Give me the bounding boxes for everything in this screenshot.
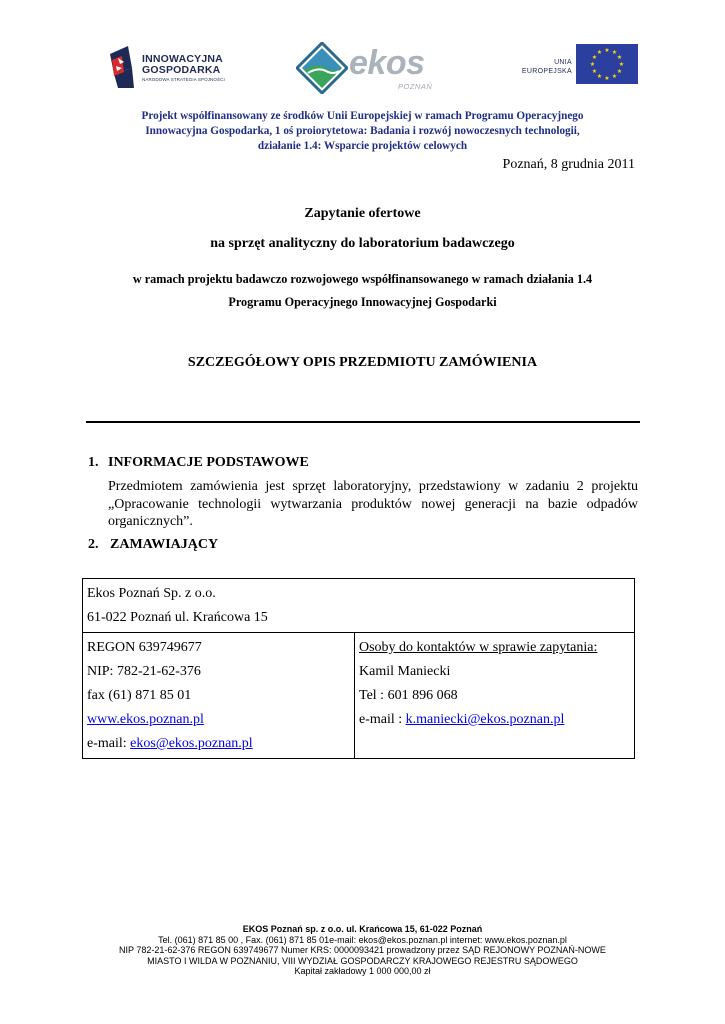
ig-line-3: NARODOWA STRATEGIA SPÓJNOŚCI bbox=[142, 77, 225, 82]
project-info-line: Projekt współfinansowany ze środków Unii Europejskiej w ramach Programu Operacyjnego bbox=[141, 110, 584, 122]
document-title: Zapytanie ofertowe bbox=[304, 206, 421, 221]
innowacyjna-gospodarka-logo bbox=[108, 44, 248, 92]
section-title: SZCZEGÓŁOWY OPIS PRZEDMIOTU ZAMÓWIENIA bbox=[187, 355, 538, 370]
website-link[interactable]: www.ekos.poznan.pl bbox=[87, 712, 204, 727]
unia-europejska-logo bbox=[520, 44, 640, 86]
ekos-diamond-icon bbox=[296, 42, 348, 94]
ig-line-1: INNOWACYJNA bbox=[142, 53, 223, 65]
ekos-logo bbox=[296, 38, 446, 98]
footer-line: Tel. (061) 871 85 00 , Fax. (061) 871 85 01e-mail: ekos@ekos.poznan.pl internet: www.ekos.poznan.pl bbox=[158, 934, 567, 945]
ekos-wordmark: ekos bbox=[349, 44, 425, 82]
svg-text:★: ★ bbox=[604, 47, 610, 54]
footer-line: Kapitał zakładowy 1 000 000,00 zł bbox=[294, 966, 431, 976]
contact-phone: Tel : 601 896 068 bbox=[359, 688, 458, 703]
ue-text bbox=[520, 58, 572, 76]
ig-emblem-icon bbox=[108, 44, 138, 90]
svg-text:★: ★ bbox=[591, 68, 598, 75]
contact-person-name: Kamil Maniecki bbox=[359, 664, 451, 679]
company-cell bbox=[83, 579, 635, 633]
footer-title: EKOS Poznań sp. z o.o. ul. Krańcowa 15, 61-022 Poznań bbox=[242, 924, 483, 934]
nip: NIP: 782-21-62-376 bbox=[87, 664, 201, 679]
svg-text:★: ★ bbox=[616, 54, 623, 61]
footer-line: MIASTO I WILDA W POZNANIU, VIII WYDZIAŁ GOSPODARCZY KRAJOWEGO REJESTRU SĄDOWEGO bbox=[147, 955, 578, 966]
company-address: 61-022 Poznań ul. Krańcowa 15 bbox=[87, 610, 268, 625]
svg-text:★: ★ bbox=[616, 68, 623, 75]
fax: fax (61) 871 85 01 bbox=[87, 688, 192, 703]
section-2-heading bbox=[88, 537, 218, 553]
horizontal-divider bbox=[86, 421, 640, 423]
page-footer bbox=[60, 924, 665, 977]
svg-text:★: ★ bbox=[589, 61, 596, 68]
project-info-line: Innowacyjna Gospodarka, 1 oś proiorytetowa: Badania i rozwój nowoczesnych technologii, bbox=[145, 125, 580, 137]
project-info-line: działanie 1.4: Wsparcie projektów celowych bbox=[257, 140, 468, 152]
svg-text:★: ★ bbox=[596, 49, 603, 56]
context-line-1: w ramach projektu badawczo rozwojowego współfinansowanego w ramach działania 1.4 bbox=[132, 272, 593, 286]
section-2-number: 2. bbox=[88, 537, 99, 552]
section-1-title: INFORMACJE PODSTAWOWE bbox=[108, 455, 309, 470]
company-details-cell bbox=[83, 633, 355, 759]
context-line-2: Programu Operacyjnego Innowacyjnej Gospodarki bbox=[228, 295, 497, 309]
document-date: Poznań, 8 grudnia 2011 bbox=[502, 157, 635, 172]
ue-line-2: EUROPEJSKA bbox=[521, 68, 572, 75]
svg-text:★: ★ bbox=[596, 73, 603, 80]
company-name: Ekos Poznań Sp. z o.o. bbox=[87, 586, 216, 601]
contact-heading: Osoby do kontaktów w sprawie zapytania: bbox=[359, 640, 598, 655]
ue-line-1: UNIA bbox=[554, 59, 572, 66]
svg-text:★: ★ bbox=[611, 73, 618, 80]
contact-person-cell bbox=[355, 633, 635, 759]
svg-text:★: ★ bbox=[611, 49, 618, 56]
table-row bbox=[83, 633, 635, 759]
person-email-link[interactable]: k.maniecki@ekos.poznan.pl bbox=[405, 712, 565, 727]
project-info bbox=[95, 109, 630, 154]
section-2-title: ZAMAWIAJĄCY bbox=[110, 537, 219, 552]
document-subtitle: na sprzęt analityczny do laboratorium badawczego bbox=[210, 236, 515, 251]
table-row bbox=[83, 579, 635, 633]
ig-line-2: GOSPODARKA bbox=[142, 64, 221, 76]
company-email-link[interactable]: ekos@ekos.poznan.pl bbox=[130, 736, 253, 751]
ekos-city: POZNAŃ bbox=[398, 82, 433, 91]
svg-text:★: ★ bbox=[604, 75, 610, 82]
footer-line: NIP 782-21-62-376 REGON 639749677 Numer KRS: 0000093421 prowadzony przez SĄD REJONOWY POZNAŃ-NOWE bbox=[119, 945, 606, 955]
contact-table bbox=[82, 578, 635, 759]
eu-flag-icon bbox=[576, 44, 638, 84]
svg-text:★: ★ bbox=[591, 54, 598, 61]
section-1-heading bbox=[88, 455, 309, 471]
person-email-label: e-mail : bbox=[359, 712, 406, 727]
svg-text:★: ★ bbox=[618, 61, 625, 68]
regon: REGON 639749677 bbox=[87, 640, 202, 655]
email-label: e-mail: bbox=[87, 736, 131, 751]
section-1-body: Przedmiotem zamówienia jest sprzęt laboratoryjny, przedstawiony w zadaniu 2 projektu „Opracowanie technologii wytwarzania produktów nowej generacji na bazie odpadów organicznych”. bbox=[108, 479, 638, 529]
section-1-number: 1. bbox=[88, 455, 99, 470]
ig-text-block bbox=[142, 54, 225, 83]
